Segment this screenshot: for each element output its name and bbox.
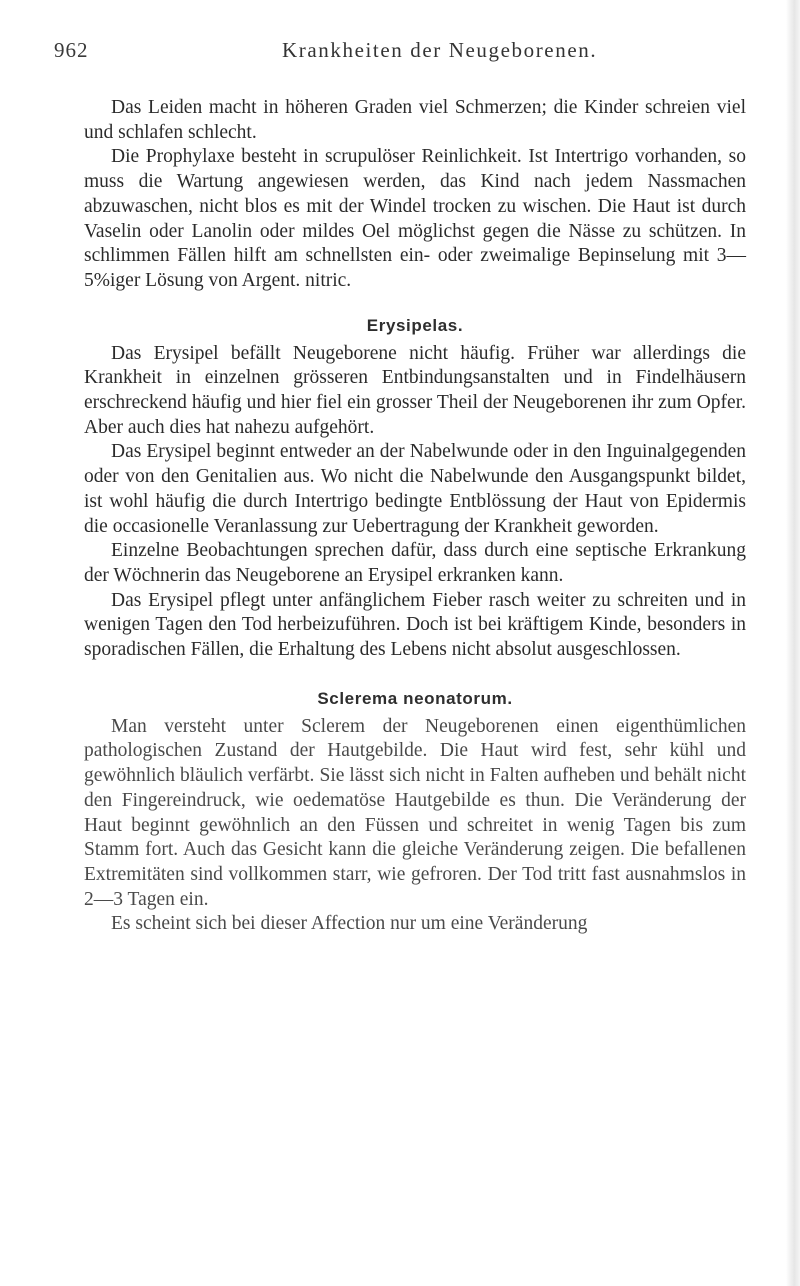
paragraph-erysipelas-2: Das Erysipel beginnt entweder an der Nabelwunde oder in den Inguinalgegenden oder von den Genitalien aus. Wo nicht die Nabelwunde den Ausgangspunkt bildet, ist wohl häufig die durch Intertrigo bedingte Entblössung der Haut von Epidermis die occasionelle Veranlassung zur Uebertragung der Krankheit geworden. xyxy=(84,441,746,537)
heading-erysipelas: Erysipelas. xyxy=(366,315,464,335)
paragraph-erysipelas-3: Einzelne Beobachtungen sprechen dafür, dass durch eine septische Erkrankung der Wöchnerin das Neugeborene an Erysipel erkranken kann. xyxy=(84,540,746,586)
heading-sclerema: Sclerema neonatorum. xyxy=(317,688,513,708)
paragraph-intro-1: Das Leiden macht in höheren Graden viel Schmerzen; die Kinder schreien viel und schlafen schlecht. xyxy=(84,97,746,143)
page-header xyxy=(54,38,744,64)
paragraph-sclerema-2: Es scheint sich bei dieser Affection nur um eine Veränderung xyxy=(111,913,588,935)
running-head: Krankheiten der Neugeborenen. xyxy=(282,38,598,62)
paragraph-erysipelas-4: Das Erysipel pflegt unter anfänglichem Fieber rasch weiter zu schreiten und in wenigen Tagen den Tod herbeizuführen. Doch ist bei kräftigem Kinde, besonders in sporadischen Fällen, die Erhaltung des Lebens nicht absolut ausgeschlossen. xyxy=(84,589,746,661)
paragraph-erysipelas-1: Das Erysipel befällt Neugeborene nicht häufig. Früher war allerdings die Krankheit in einzelnen grösseren Entbindungsanstalten und in Findelhäusern erschreckend häufig und hier fiel ein grosser Theil der Neugeborenen ihr zum Opfer. Aber auch dies hat nahezu aufgehört. xyxy=(84,342,746,438)
body-text xyxy=(84,96,746,937)
paragraph-sclerema-1: Man versteht unter Sclerem der Neugeborenen einen eigenthümlichen pathologischen Zustand der Hautgebilde. Die Haut wird fest, sehr kühl und gewöhnlich bläulich verfärbt. Sie lässt sich nicht in Falten aufheben und behält nicht den Fingereindruck, wie oedematöse Hautgebilde es thun. Die Veränderung der Haut beginnt gewöhnlich an den Füssen und schreitet in wenig Tagen bis zum Stamm fort. Auch das Gesicht kann die gleiche Veränderung zeigen. Die befallenen Extremitäten sind vollkommen starr, wie gefroren. Der Tod tritt fast ausnahmslos in 2—3 Tagen ein. xyxy=(84,715,746,910)
page-edge-shadow xyxy=(786,0,800,1286)
page-number: 962 xyxy=(54,38,89,62)
paragraph-intro-2: Die Prophylaxe besteht in scrupulöser Reinlichkeit. Ist Intertrigo vorhanden, so muss die Wartung angewiesen werden, das Kind nach jedem Nassmachen abzuwaschen, nicht blos es mit der Windel trocken zu wischen. Die Haut ist durch Vaselin oder Lanolin oder mildes Oel möglichst gegen die Nässe zu schützen. In schlimmen Fällen hilft am schnellsten ein- oder zweimalige Bepinselung mit 3—5%iger Lösung von Argent. nitric. xyxy=(84,146,746,291)
